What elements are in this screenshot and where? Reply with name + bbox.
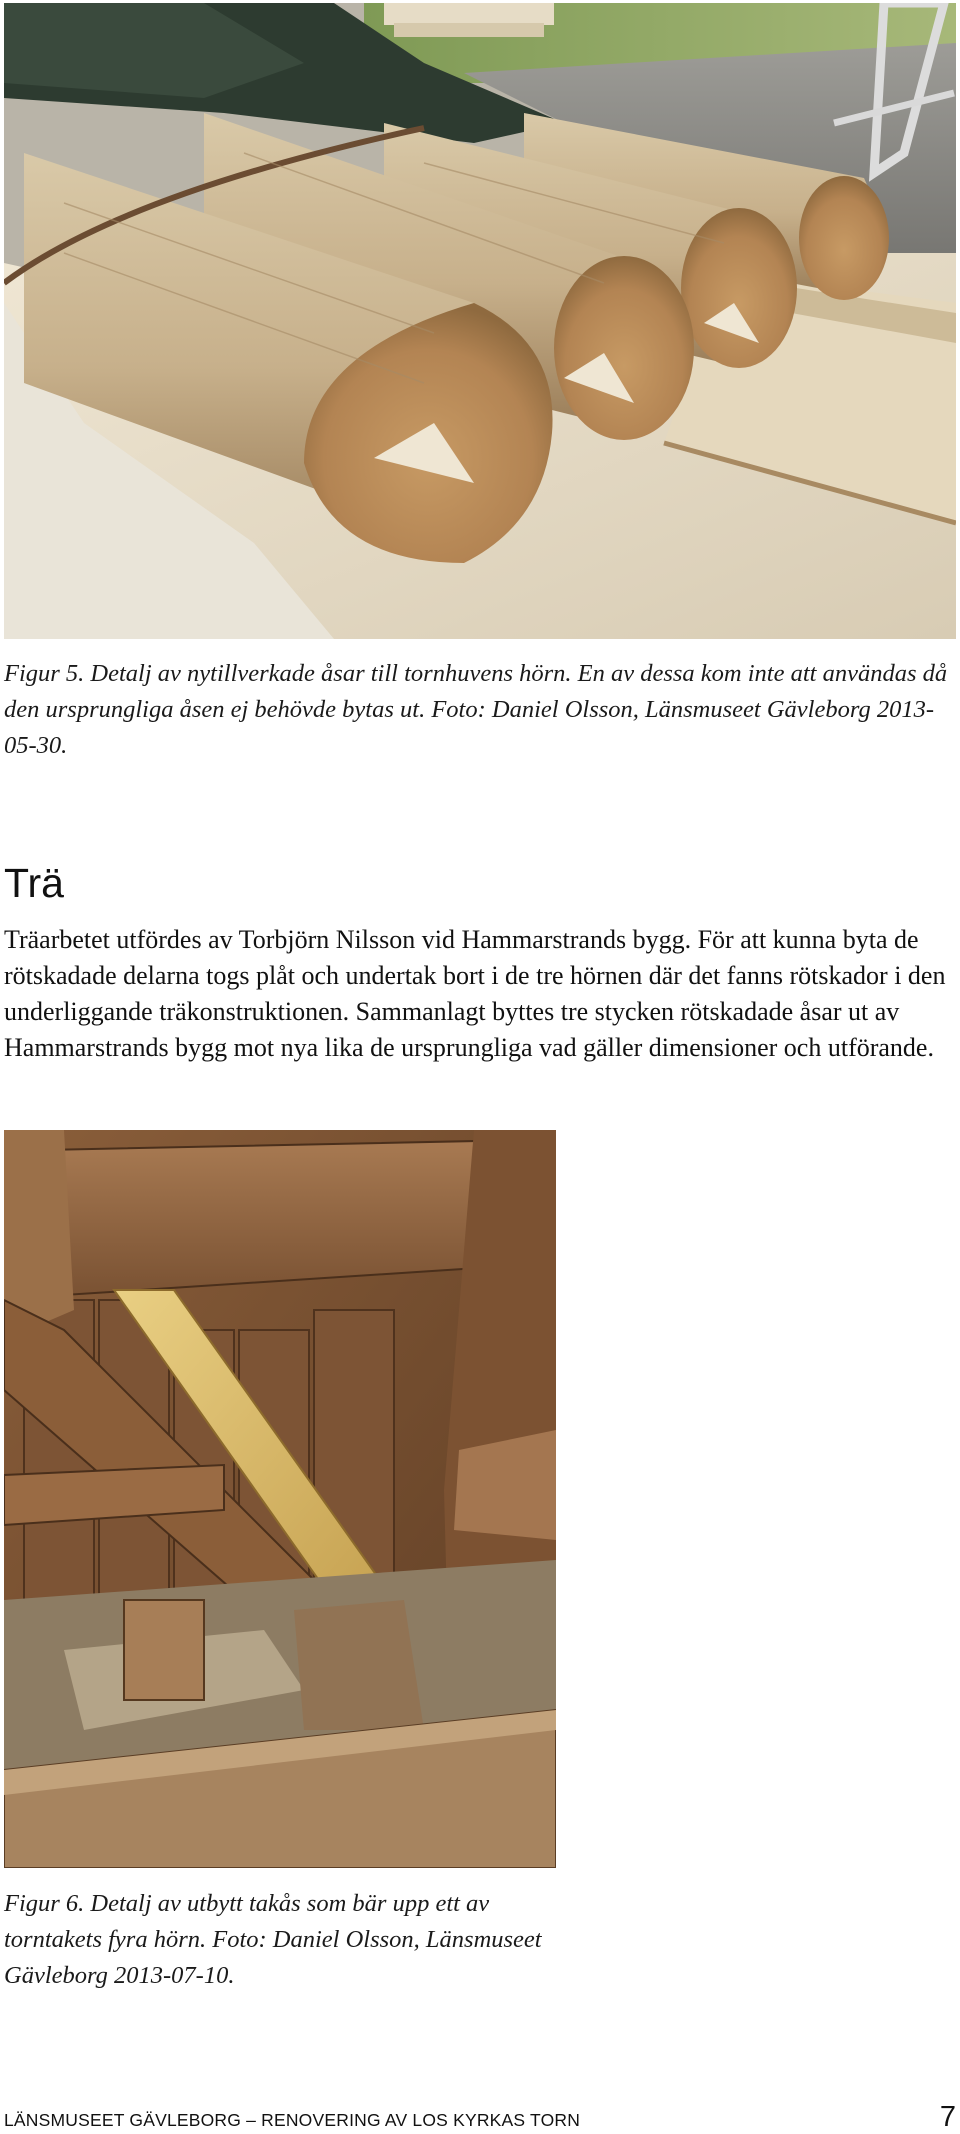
figure-6-photo <box>4 1130 556 1868</box>
page-footer <box>0 2100 960 2133</box>
section-heading: Trä <box>4 860 64 906</box>
figure-5-caption: Figur 5. Detalj av nytillverkade åsar till tornhuvens hörn. En av dessa kom inte att användas då den ursprungliga åsen ej behövde bytas ut. Foto: Daniel Olsson, Länsmuseet Gävleborg 2013-05-30. <box>4 660 948 759</box>
body-paragraph: Träarbetet utfördes av Torbjörn Nilsson vid Hammarstrands bygg. För att kunna byta de rötskadade delarna togs plåt och undertak bort i de tre hörnen där det fanns rötskador i den underliggande träkonstruktionen. Sammanlagt byttes tre stycken rötskadade åsar ut av Hammarstrands bygg mot nya lika de ursprungliga vad gäller dimensioner och utförande. <box>4 925 946 1062</box>
footer-text: LÄNSMUSEET GÄVLEBORG – RENOVERING AV LOS KYRKAS TORN <box>4 2110 581 2130</box>
figure-5-photo <box>4 3 956 639</box>
figure-6-illustration <box>4 1130 556 1868</box>
figure-5-illustration <box>4 3 956 639</box>
page-number: 7 <box>939 2101 956 2133</box>
figure-6-caption: Figur 6. Detalj av utbytt takås som bär upp ett av torntakets fyra hörn. Foto: Daniel Olsson, Länsmuseet Gävleborg 2013-07-10. <box>4 1890 542 1989</box>
